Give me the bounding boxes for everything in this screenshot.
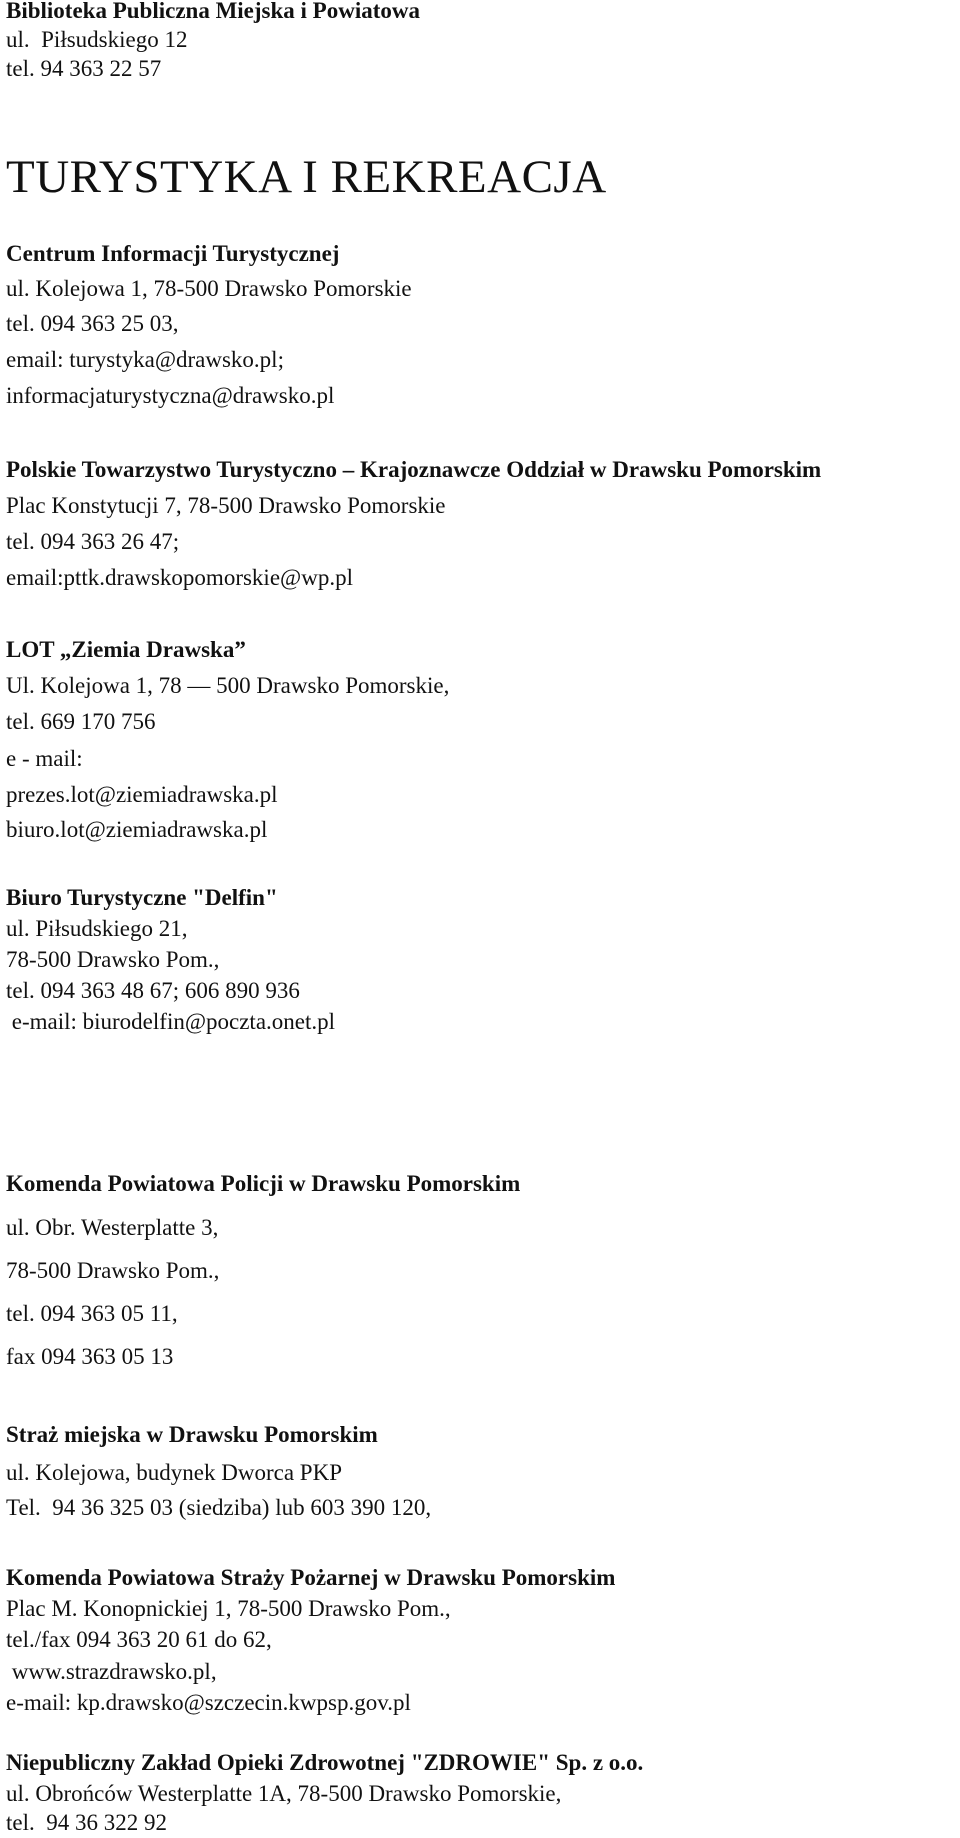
fire-dept-name: Komenda Powiatowa Straży Pożarnej w Drawsku Pomorskim (6, 1565, 616, 1590)
fire-dept-phone: tel./fax 094 363 20 61 do 62, (6, 1627, 272, 1652)
pttk-address: Plac Konstytucji 7, 78-500 Drawsko Pomorskie (6, 493, 446, 518)
tourist-info-email-2: informacjaturystyczna@drawsko.pl (6, 383, 335, 408)
delfin-phone: tel. 094 363 48 67; 606 890 936 (6, 978, 300, 1003)
delfin-address-2: 78-500 Drawsko Pom., (6, 947, 220, 972)
section-heading: TURYSTYKA I REKREACJA (6, 151, 607, 203)
pttk-phone: tel. 094 363 26 47; (6, 529, 180, 554)
lot-email-2: biuro.lot@ziemiadrawska.pl (6, 817, 268, 842)
police-name: Komenda Powiatowa Policji w Drawsku Pomorskim (6, 1171, 521, 1196)
lot-phone: tel. 669 170 756 (6, 709, 156, 734)
police-phone: tel. 094 363 05 11, (6, 1301, 178, 1326)
lot-email-1: prezes.lot@ziemiadrawska.pl (6, 782, 278, 807)
police-address-2: 78-500 Drawsko Pom., (6, 1258, 220, 1283)
pttk-email: email:pttk.drawskopomorskie@wp.pl (6, 565, 353, 590)
library-phone: tel. 94 363 22 57 (6, 56, 162, 81)
tourist-info-address: ul. Kolejowa 1, 78-500 Drawsko Pomorskie (6, 276, 412, 301)
pttk-name: Polskie Towarzystwo Turystyczno – Krajoznawcze Oddział w Drawsku Pomorskim (6, 457, 822, 482)
lot-name: LOT „Ziemia Drawska” (6, 637, 246, 662)
tourist-info-phone: tel. 094 363 25 03, (6, 311, 179, 336)
delfin-email: e-mail: biurodelfin@poczta.onet.pl (6, 1009, 336, 1034)
city-guard-address: ul. Kolejowa, budynek Dworca PKP (6, 1460, 343, 1485)
fire-dept-email: e-mail: kp.drawsko@szczecin.kwpsp.gov.pl (6, 1690, 411, 1715)
fire-dept-address: Plac M. Konopnickiej 1, 78-500 Drawsko Pom., (6, 1596, 451, 1621)
delfin-name: Biuro Turystyczne "Delfin" (6, 885, 278, 910)
police-address-1: ul. Obr. Westerplatte 3, (6, 1215, 219, 1240)
lot-email-label: e - mail: (6, 746, 83, 771)
police-fax: fax 094 363 05 13 (6, 1344, 174, 1369)
lot-address: Ul. Kolejowa 1, 78 — 500 Drawsko Pomorskie, (6, 673, 450, 698)
health-phone: tel. 94 36 322 92 (6, 1810, 167, 1835)
health-name: Niepubliczny Zakład Opieki Zdrowotnej "ZDROWIE" Sp. z o.o. (6, 1750, 644, 1775)
tourist-info-email: email: turystyka@drawsko.pl; (6, 347, 284, 372)
delfin-address-1: ul. Piłsudskiego 21, (6, 916, 188, 941)
library-address: ul. Piłsudskiego 12 (6, 27, 188, 52)
city-guard-name: Straż miejska w Drawsku Pomorskim (6, 1422, 378, 1447)
city-guard-phone: Tel. 94 36 325 03 (siedziba) lub 603 390 120, (6, 1495, 432, 1520)
tourist-info-name: Centrum Informacji Turystycznej (6, 241, 340, 266)
fire-dept-website: www.strazdrawsko.pl, (6, 1659, 217, 1684)
health-address: ul. Obrońców Westerplatte 1A, 78-500 Drawsko Pomorskie, (6, 1781, 562, 1806)
library-name: Biblioteka Publiczna Miejska i Powiatowa (6, 0, 420, 23)
